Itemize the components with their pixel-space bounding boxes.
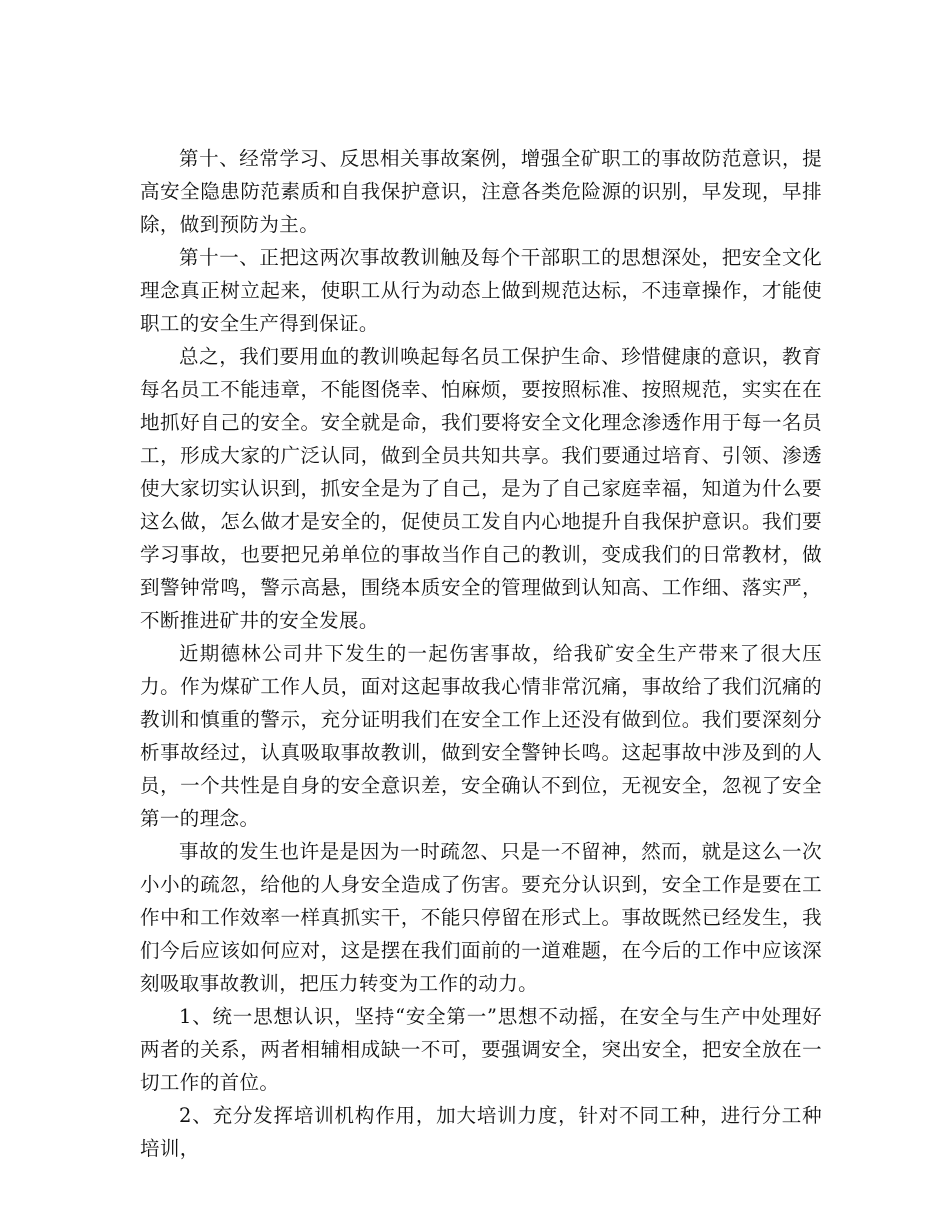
paragraph-5: 事故的发生也许是是因为一时疏忽、只是一不留神，然而，就是这么一次小小的疏忽，给他的人身安全造成了伤害。要充分认识到，安全工作是要在工作中和工作效率一样真抓实干，不能只停留在形式上。事故既然已经发生，我们今后应该如何应对，这是摆在我们面前的一道难题，在今后的工作中应该深刻吸取事故教训，把压力转变为工作的动力。	[140, 840, 822, 995]
paragraph-2: 第十一、正把这两次事故教训触及每个干部职工的思想深处，把安全文化理念真正树立起来，使职工从行为动态上做到规范达标，不违章操作，才能使职工的安全生产得到保证。	[140, 246, 822, 335]
paragraph-1: 第十、经常学习、反思相关事故案例，增强全矿职工的事故防范意识，提高安全隐患防范素质和自我保护意识，注意各类危险源的识别，早发现，早排除，做到预防为主。	[140, 147, 822, 236]
paragraph-4: 近期德林公司井下发生的一起伤害事故，给我矿安全生产带来了很大压力。作为煤矿工作人员，面对这起事故我心情非常沉痛，事故给了我们沉痛的教训和慎重的警示，充分证明我们在安全工作上还没有做到位。我们要深刻分析事故经过，认真吸取事故教训，做到安全警钟长鸣。这起事故中涉及到的人员，一个共性是自身的安全意识差，安全确认不到位，无视安全，忽视了安全第一的理念。	[140, 642, 822, 830]
paragraph-7: 2、充分发挥培训机构作用，加大培训力度，针对不同工种，进行分工种培训，	[140, 1104, 822, 1160]
document-body	[140, 142, 822, 1165]
paragraph-6: 1、统一思想认识，坚持“安全第一”思想不动摇，在安全与生产中处理好两者的关系，两者相辅相成缺一不可，要强调安全，突出安全，把安全放在一切工作的首位。	[140, 1005, 822, 1094]
paragraph-3: 总之，我们要用血的教训唤起每名员工保护生命、珍惜健康的意识，教育每名员工不能违章，不能图侥幸、怕麻烦，要按照标准、按照规范，实实在在地抓好自己的安全。安全就是命，我们要将安全文化理念渗透作用于每一名员工，形成大家的广泛认同，做到全员共知共享。我们要通过培育、引领、渗透使大家切实认识到，抓安全是为了自己，是为了自己家庭幸福，知道为什么要这么做，怎么做才是安全的，促使员工发自内心地提升自我保护意识。我们要学习事故，也要把兄弟单位的事故当作自己的教训，变成我们的日常教材，做到警钟常鸣，警示高悬，围绕本质安全的管理做到认知高、工作细、落实严，不断推进矿井的安全发展。	[140, 345, 822, 632]
